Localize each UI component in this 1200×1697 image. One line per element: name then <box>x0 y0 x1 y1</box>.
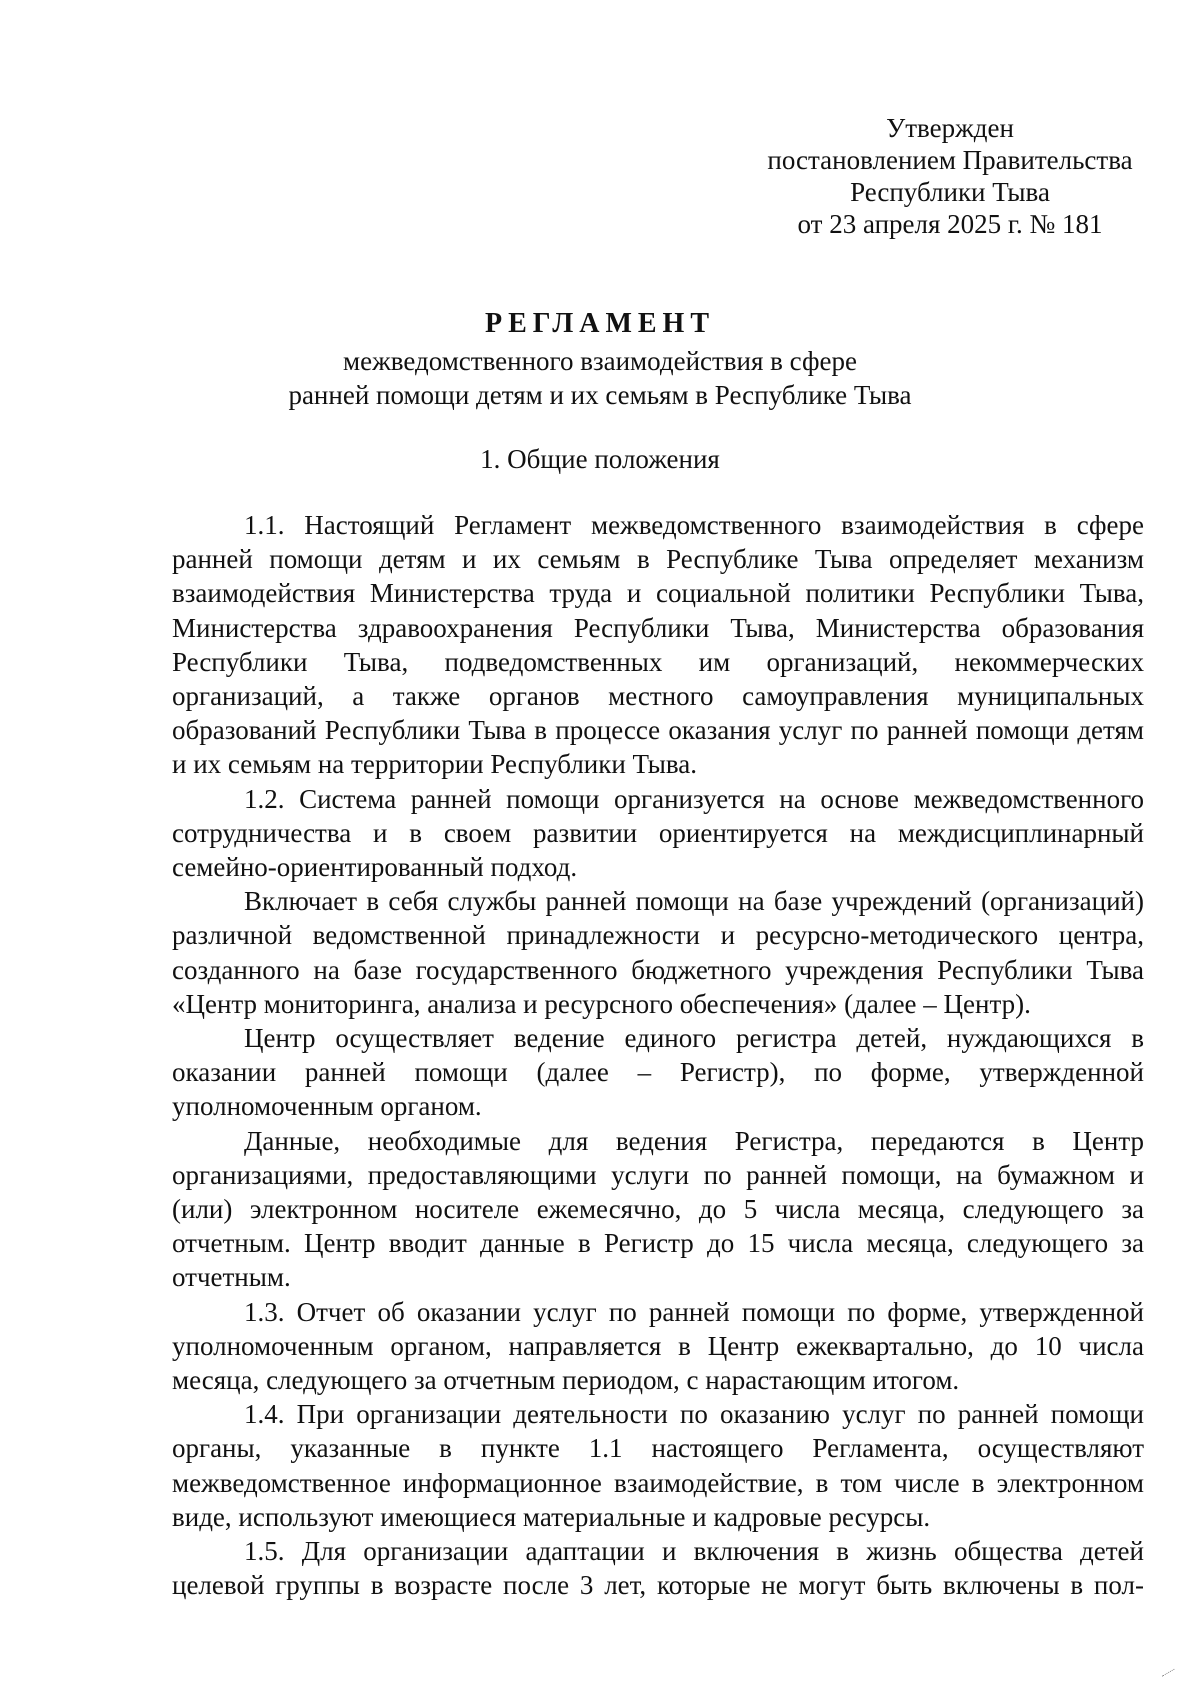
paragraph-1-3: 1.3. Отчет об оказании услуг по ранней помощи по форме, утвержденной уполномоченным органом, направляется в Центр ежеквартально, до 10 числа месяца, следующего за отчетным периодом, с нарастающим итогом. <box>172 1296 1144 1396</box>
approval-line-republic: Республики Тыва <box>850 177 1050 207</box>
subtitle-line-2: ранней помощи детям и их семьям в Республике Тыва <box>288 380 912 410</box>
subtitle-line-1: межведомственного взаимодействия в сфере <box>343 346 857 376</box>
scan-artifact-mark <box>1162 1669 1176 1679</box>
paragraph-includes: Включает в себя службы ранней помощи на базе учреждений (организаций) различной ведомственной принадлежности и ресурсно-методического центра, созданного на базе государственного бюджетного учреждения Республики Тыва «Центр мониторинга, анализа и ресурсного обеспечения» (далее – Центр). <box>172 886 1144 1019</box>
paragraph-registry: Центр осуществляет ведение единого регистра детей, нуждающихся в оказании ранней помощи (далее – Регистр), по форме, утвержденной уполномоченным органом. <box>172 1023 1144 1122</box>
document-body <box>172 508 1144 1603</box>
paragraph-1-2: 1.2. Система ранней помощи организуется на основе межведомственного сотрудничества и в своем развитии ориентируется на междисциплинарный семейно-ориентированный подход. <box>172 783 1144 883</box>
document-subtitle <box>0 344 1200 412</box>
document-title: РЕГЛАМЕНТ <box>484 308 715 339</box>
approval-line-resolution: постановлением Правительства <box>767 145 1133 175</box>
paragraph-1-1: 1.1. Настоящий Регламент межведомственного взаимодействия в сфере ранней помощи детям и их семьям в Республике Тыва определяет механизм взаимодействия Министерства труда и социальной политики Республики Тыва, Министерства здравоохранения Республики Тыва, Министерства образования Республики Тыва, подведомственных им организаций, некоммерческих организаций, а также органов местного самоуправления муниципальных образований Республики Тыва в процессе оказания услуг по ранней помощи детям и их семьям на территории Республики Тыва. <box>172 510 1144 780</box>
paragraph-registry-data: Данные, необходимые для ведения Регистра, передаются в Центр организациями, предоставляющими услуги по ранней помощи, на бумажном и (или) электронном носителе ежемесячно, до 5 числа месяца, следующего за отчетным. Центр вводит данные в Регистр до 15 числа месяца, следующего за отчетным. <box>172 1125 1144 1293</box>
approval-line-approved: Утвержден <box>886 113 1014 143</box>
approval-line-date-number: от 23 апреля 2025 г. № 181 <box>797 209 1103 239</box>
paragraph-1-4: 1.4. При организации деятельности по оказанию услуг по ранней помощи органы, указанные в пункте 1.1 настоящего Регламента, осуществляют межведомственное информационное взаимодействие, в том числе в электронном виде, используют имеющиеся материальные и кадровые ресурсы. <box>172 1399 1144 1532</box>
approval-stamp-block <box>720 112 1180 240</box>
paragraph-1-5: 1.5. Для организации адаптации и включения в жизнь общества детей целевой группы в возрасте после 3 лет, которые не могут быть включены в пол- <box>172 1536 1144 1601</box>
section-heading: 1. Общие положения <box>480 444 720 474</box>
